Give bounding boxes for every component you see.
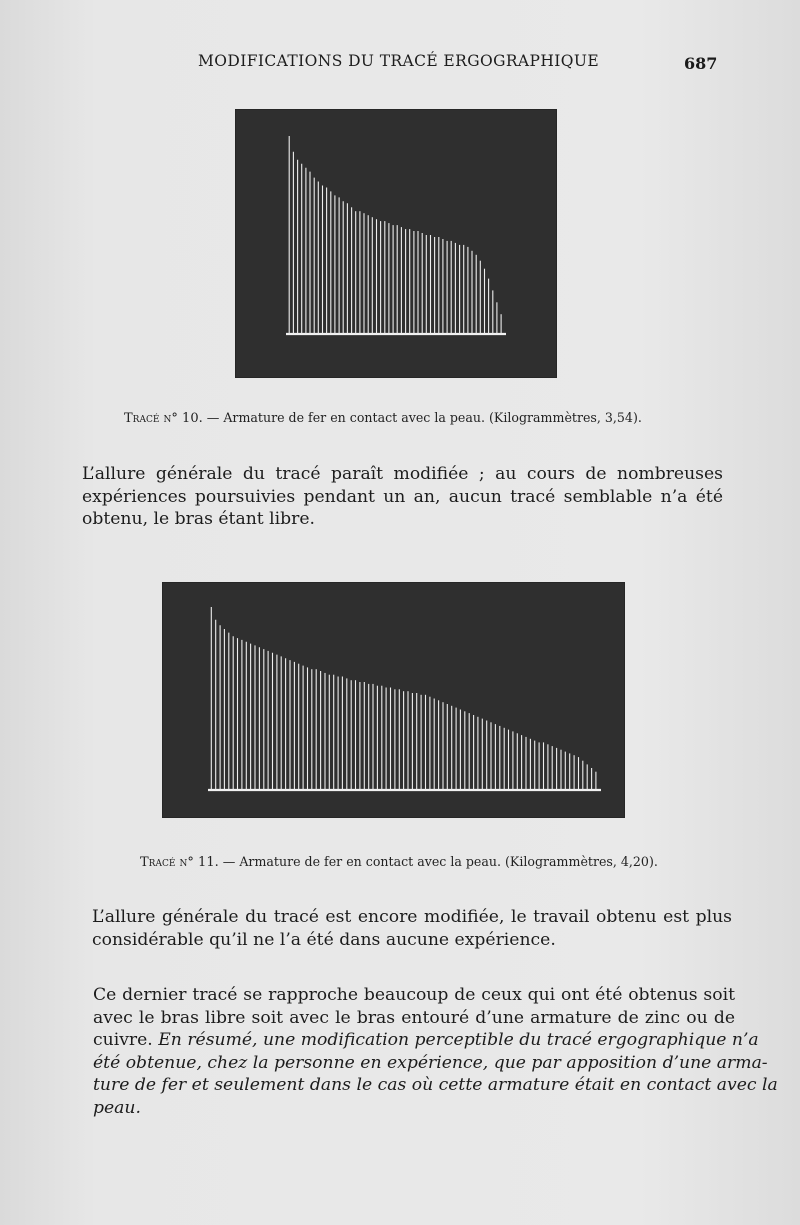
text-line-mixed — [93, 1029, 759, 1052]
caption-text: — Armature de fer en contact avec la peau. (Kilogrammètres, 4,20). — [222, 854, 658, 869]
text-line: expériences poursuivies pendant un an, aucun tracé semblable n’a été — [82, 486, 723, 507]
text-line: peau. — [93, 1097, 141, 1118]
page-number: 687 — [684, 54, 718, 73]
text-line: considérable qu’il ne l’a été dans aucune expérience. — [92, 929, 556, 950]
text-line: L’allure générale du tracé est encore modifiée, le travail obtenu est plus — [92, 907, 732, 927]
caption-label: Tracé n° 10. — [124, 411, 203, 426]
paragraph-1 — [82, 463, 723, 531]
ergograph-trace-10 — [236, 110, 556, 377]
text-line: L’allure générale du tracé paraît modifiée ; au cours de nombreuses — [82, 464, 723, 484]
figure-caption-10 — [124, 410, 642, 426]
text-span: cuivre. — [93, 1030, 153, 1050]
figure-caption-11 — [140, 854, 658, 870]
text-line: avec le bras libre soit avec le bras entouré d’une armature de zinc ou de — [93, 1007, 735, 1028]
text-line: obtenu, le bras étant libre. — [82, 509, 315, 529]
running-title: MODIFICATIONS DU TRACÉ ERGOGRAPHIQUE — [198, 52, 600, 70]
text-line: été obtenue, chez la personne en expérience, que par apposition d’une arma- — [93, 1052, 768, 1073]
paragraph-2 — [92, 906, 732, 951]
text-span-italic: En résumé, une modification perceptible du tracé ergographique n’a — [158, 1030, 759, 1050]
caption-label: Tracé n° 11. — [140, 855, 219, 870]
paragraph-3 — [93, 984, 778, 1119]
ergograph-trace-11 — [163, 583, 624, 817]
trace-10-chart — [236, 110, 556, 377]
trace-11-chart — [163, 583, 624, 817]
caption-text: — Armature de fer en contact avec la peau. (Kilogrammètres, 3,54). — [206, 410, 642, 425]
text-line: ture de fer et seulement dans le cas où cette armature était en contact avec la — [93, 1075, 778, 1095]
text-line: Ce dernier tracé se rapproche beaucoup de ceux qui ont été obtenus soit — [93, 985, 735, 1005]
